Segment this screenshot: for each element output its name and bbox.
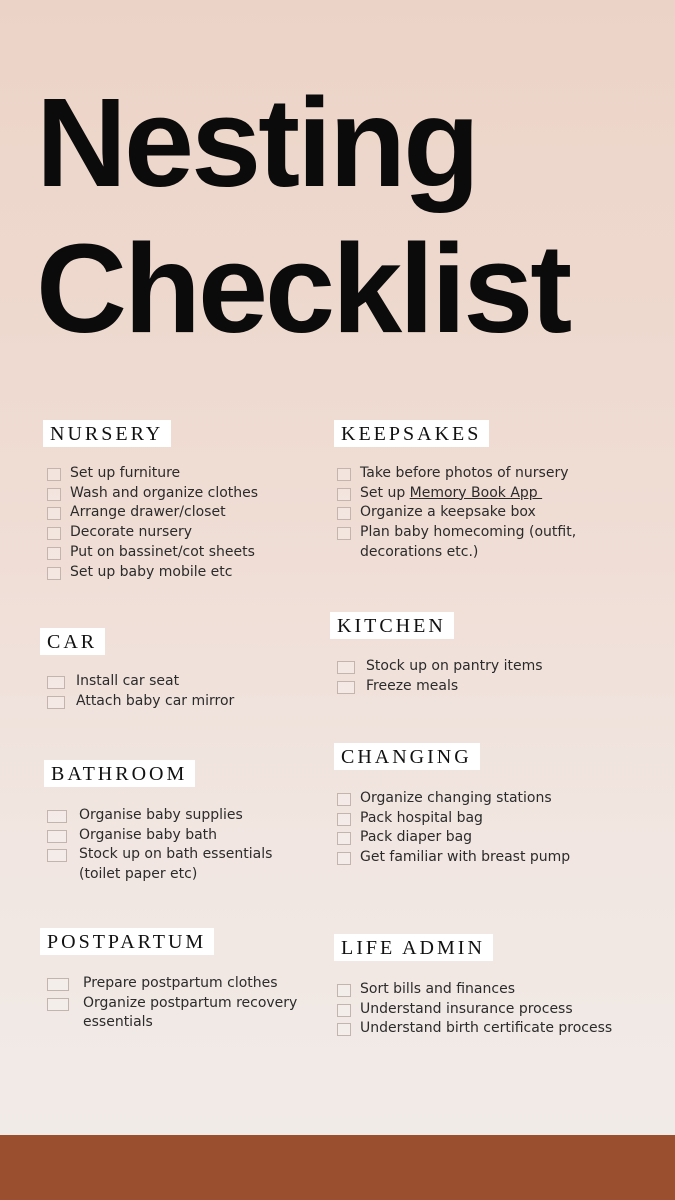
checklist: [47, 974, 302, 1033]
checklist: [337, 789, 570, 868]
section-changing: [334, 743, 570, 868]
list-item: Freeze meals: [337, 677, 543, 697]
checkbox[interactable]: [337, 1023, 351, 1036]
checkbox[interactable]: [47, 527, 61, 540]
checkbox[interactable]: [337, 984, 351, 997]
section-keepsakes: [334, 420, 607, 563]
checkbox[interactable]: [337, 468, 351, 481]
list-item: Set up furniture: [47, 464, 258, 484]
checkbox[interactable]: [337, 507, 351, 520]
list-item: Sort bills and finances: [337, 980, 612, 1000]
checklist: [47, 464, 258, 582]
checkbox[interactable]: [47, 488, 61, 501]
section-heading: KEEPSAKES: [334, 420, 489, 447]
section-car: [40, 628, 234, 711]
list-item: Organize changing stations: [337, 789, 570, 809]
section-heading: KITCHEN: [330, 612, 454, 639]
section-kitchen: [330, 612, 543, 696]
list-item: Install car seat: [47, 672, 234, 692]
section-bathroom: [44, 760, 277, 885]
checkbox[interactable]: [47, 830, 67, 843]
list-item: Decorate nursery: [47, 523, 258, 543]
checkbox[interactable]: [337, 527, 351, 540]
checkbox[interactable]: [47, 468, 61, 481]
list-item: Organise baby bath: [47, 826, 277, 846]
list-item: Take before photos of nursery: [337, 464, 607, 484]
title-line-2: Checklist: [36, 218, 570, 359]
checkbox[interactable]: [47, 547, 61, 560]
checklist: [337, 980, 612, 1039]
checkbox[interactable]: [337, 813, 351, 826]
list-item: Arrange drawer/closet: [47, 503, 258, 523]
list-item: Organise baby supplies: [47, 806, 277, 826]
checkbox[interactable]: [337, 793, 351, 806]
list-item: Understand birth certificate process: [337, 1019, 612, 1039]
list-item: Organize postpartum recovery essentials: [47, 994, 302, 1033]
checkbox[interactable]: [47, 507, 61, 520]
checkbox[interactable]: [337, 681, 355, 694]
list-item: Get familiar with breast pump: [337, 848, 570, 868]
checkbox[interactable]: [337, 832, 351, 845]
section-nursery: [43, 420, 258, 582]
page-title: [36, 70, 569, 362]
checkbox[interactable]: [47, 676, 65, 689]
list-item: Understand insurance process: [337, 1000, 612, 1020]
section-heading: CHANGING: [334, 743, 480, 770]
checkbox[interactable]: [337, 1004, 351, 1017]
checklist: [337, 464, 607, 563]
section-heading: CAR: [40, 628, 105, 655]
section-heading: NURSERY: [43, 420, 171, 447]
section-heading: POSTPARTUM: [40, 928, 214, 955]
checkbox[interactable]: [47, 810, 67, 823]
checklist: [337, 657, 543, 696]
section-postpartum: [40, 928, 302, 1033]
list-item: Pack hospital bag: [337, 809, 570, 829]
checkbox[interactable]: [47, 696, 65, 709]
list-item: Put on bassinet/cot sheets: [47, 543, 258, 563]
section-life-admin: [334, 934, 612, 1039]
checkbox[interactable]: [47, 567, 61, 580]
checklist: [47, 806, 277, 885]
checkbox[interactable]: [47, 998, 69, 1011]
checklist: [47, 672, 234, 711]
list-item: Stock up on bath essentials (toilet paper etc): [47, 845, 277, 884]
section-heading: LIFE ADMIN: [334, 934, 493, 961]
list-item: Attach baby car mirror: [47, 692, 234, 712]
list-item: Set up baby mobile etc: [47, 563, 258, 583]
title-line-1: Nesting: [36, 72, 478, 213]
memory-book-app-link[interactable]: Memory Book App: [409, 484, 543, 501]
checkbox[interactable]: [337, 661, 355, 674]
list-item: Prepare postpartum clothes: [47, 974, 302, 994]
checkbox[interactable]: [337, 488, 351, 501]
list-item: Pack diaper bag: [337, 828, 570, 848]
checkbox[interactable]: [47, 849, 67, 862]
footer-bar: [0, 1135, 675, 1200]
list-item: Wash and organize clothes: [47, 484, 258, 504]
checkbox[interactable]: [47, 978, 69, 991]
list-item: Organize a keepsake box: [337, 503, 607, 523]
list-item: Plan baby homecoming (outfit, decorations etc.): [337, 523, 607, 562]
section-heading: BATHROOM: [44, 760, 195, 787]
checkbox[interactable]: [337, 852, 351, 865]
list-item: Set up Memory Book App: [337, 484, 607, 504]
list-item: Stock up on pantry items: [337, 657, 543, 677]
